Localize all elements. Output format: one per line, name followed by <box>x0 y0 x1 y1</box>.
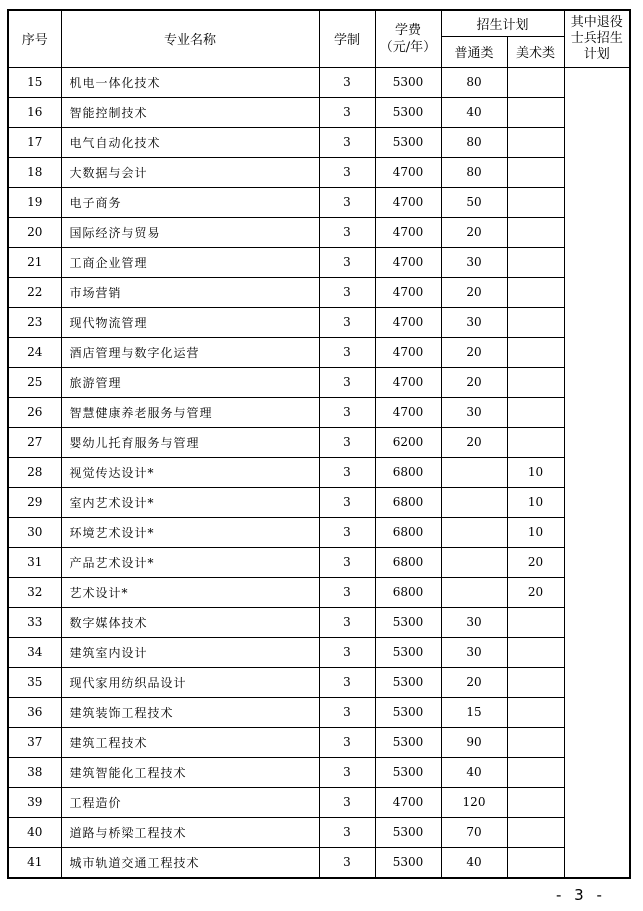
cell-major-name: 室内艺术设计* <box>61 487 319 517</box>
table-row <box>8 127 630 157</box>
cell-duration: 3 <box>319 607 375 637</box>
table-row <box>8 397 630 427</box>
cell-major-name: 国际经济与贸易 <box>61 217 319 247</box>
table-row <box>8 187 630 217</box>
cell-plan-art <box>507 847 564 878</box>
cell-duration: 3 <box>319 817 375 847</box>
cell-duration: 3 <box>319 157 375 187</box>
cell-tuition: 4700 <box>375 247 441 277</box>
cell-major-name: 艺术设计* <box>61 577 319 607</box>
cell-plan-general: 50 <box>441 187 507 217</box>
cell-seq: 19 <box>8 187 61 217</box>
cell-seq: 40 <box>8 817 61 847</box>
cell-plan-art <box>507 667 564 697</box>
cell-plan-art <box>507 67 564 97</box>
cell-tuition: 4700 <box>375 277 441 307</box>
cell-duration: 3 <box>319 337 375 367</box>
cell-plan-art <box>507 397 564 427</box>
cell-plan-general: 80 <box>441 67 507 97</box>
cell-plan-art <box>507 127 564 157</box>
cell-duration: 3 <box>319 757 375 787</box>
cell-seq: 22 <box>8 277 61 307</box>
cell-duration: 3 <box>319 247 375 277</box>
cell-seq: 29 <box>8 487 61 517</box>
cell-plan-art <box>507 727 564 757</box>
cell-duration: 3 <box>319 517 375 547</box>
header-plan-general: 普通类 <box>441 36 507 67</box>
cell-plan-general: 120 <box>441 787 507 817</box>
cell-tuition: 4700 <box>375 367 441 397</box>
header-veteran-line-1: 其中退役 <box>570 14 623 30</box>
cell-tuition: 4700 <box>375 187 441 217</box>
cell-plan-general: 90 <box>441 727 507 757</box>
cell-plan-art <box>507 787 564 817</box>
cell-plan-general <box>441 487 507 517</box>
cell-plan-general: 15 <box>441 697 507 727</box>
cell-plan-general: 20 <box>441 337 507 367</box>
cell-duration: 3 <box>319 637 375 667</box>
cell-plan-art <box>507 307 564 337</box>
cell-seq: 18 <box>8 157 61 187</box>
cell-seq: 27 <box>8 427 61 457</box>
cell-major-name: 产品艺术设计* <box>61 547 319 577</box>
cell-major-name: 智慧健康养老服务与管理 <box>61 397 319 427</box>
cell-major-name: 建筑装饰工程技术 <box>61 697 319 727</box>
cell-plan-art <box>507 187 564 217</box>
table-row <box>8 457 630 487</box>
cell-major-name: 建筑工程技术 <box>61 727 319 757</box>
table-row <box>8 367 630 397</box>
table-row <box>8 217 630 247</box>
cell-tuition: 4700 <box>375 217 441 247</box>
cell-duration: 3 <box>319 457 375 487</box>
cell-seq: 37 <box>8 727 61 757</box>
cell-plan-art <box>507 277 564 307</box>
cell-plan-art: 20 <box>507 547 564 577</box>
cell-seq: 26 <box>8 397 61 427</box>
cell-tuition: 5300 <box>375 817 441 847</box>
table-row <box>8 787 630 817</box>
cell-seq: 35 <box>8 667 61 697</box>
table-body <box>8 67 630 878</box>
cell-duration: 3 <box>319 97 375 127</box>
cell-duration: 3 <box>319 727 375 757</box>
header-plan-art: 美术类 <box>507 36 564 67</box>
table-row <box>8 697 630 727</box>
table-row <box>8 517 630 547</box>
cell-seq: 15 <box>8 67 61 97</box>
cell-plan-art <box>507 757 564 787</box>
cell-duration: 3 <box>319 217 375 247</box>
cell-plan-art <box>507 367 564 397</box>
cell-duration: 3 <box>319 547 375 577</box>
cell-major-name: 机电一体化技术 <box>61 67 319 97</box>
header-tuition-unit: （元/年） <box>379 39 437 55</box>
cell-plan-art <box>507 637 564 667</box>
cell-plan-general: 40 <box>441 847 507 878</box>
table-row <box>8 667 630 697</box>
cell-plan-general: 30 <box>441 307 507 337</box>
cell-tuition: 6800 <box>375 457 441 487</box>
cell-duration: 3 <box>319 847 375 878</box>
cell-duration: 3 <box>319 307 375 337</box>
cell-duration: 3 <box>319 187 375 217</box>
table-row <box>8 727 630 757</box>
cell-plan-general: 20 <box>441 277 507 307</box>
cell-major-name: 现代家用纺织品设计 <box>61 667 319 697</box>
cell-plan-general: 20 <box>441 427 507 457</box>
cell-plan-art <box>507 817 564 847</box>
cell-seq: 30 <box>8 517 61 547</box>
cell-seq: 31 <box>8 547 61 577</box>
cell-major-name: 婴幼儿托育服务与管理 <box>61 427 319 457</box>
cell-duration: 3 <box>319 577 375 607</box>
cell-major-name: 智能控制技术 <box>61 97 319 127</box>
cell-veteran-plan <box>564 67 630 878</box>
cell-major-name: 道路与桥梁工程技术 <box>61 817 319 847</box>
cell-major-name: 环境艺术设计* <box>61 517 319 547</box>
cell-major-name: 现代物流管理 <box>61 307 319 337</box>
cell-duration: 3 <box>319 787 375 817</box>
cell-seq: 28 <box>8 457 61 487</box>
table-row <box>8 307 630 337</box>
cell-tuition: 5300 <box>375 847 441 878</box>
cell-plan-art: 20 <box>507 577 564 607</box>
cell-seq: 23 <box>8 307 61 337</box>
cell-tuition: 4700 <box>375 337 441 367</box>
cell-tuition: 6800 <box>375 547 441 577</box>
cell-tuition: 6800 <box>375 577 441 607</box>
cell-plan-general: 20 <box>441 217 507 247</box>
cell-plan-general: 30 <box>441 607 507 637</box>
cell-duration: 3 <box>319 67 375 97</box>
cell-major-name: 酒店管理与数字化运营 <box>61 337 319 367</box>
cell-plan-general <box>441 547 507 577</box>
cell-tuition: 6800 <box>375 517 441 547</box>
cell-duration: 3 <box>319 667 375 697</box>
cell-tuition: 5300 <box>375 637 441 667</box>
cell-seq: 16 <box>8 97 61 127</box>
cell-tuition: 5300 <box>375 697 441 727</box>
table-row <box>8 847 630 878</box>
cell-seq: 39 <box>8 787 61 817</box>
cell-duration: 3 <box>319 427 375 457</box>
cell-plan-general: 30 <box>441 397 507 427</box>
page-number: - 3 - <box>556 886 606 904</box>
cell-plan-art <box>507 607 564 637</box>
cell-major-name: 电子商务 <box>61 187 319 217</box>
cell-duration: 3 <box>319 277 375 307</box>
cell-tuition: 5300 <box>375 757 441 787</box>
cell-seq: 34 <box>8 637 61 667</box>
cell-plan-general: 20 <box>441 667 507 697</box>
table-header <box>8 10 630 67</box>
cell-plan-general: 30 <box>441 637 507 667</box>
cell-seq: 25 <box>8 367 61 397</box>
cell-plan-art <box>507 97 564 127</box>
cell-seq: 36 <box>8 697 61 727</box>
header-veteran-plan <box>564 10 630 67</box>
cell-tuition: 5300 <box>375 97 441 127</box>
cell-seq: 41 <box>8 847 61 878</box>
cell-tuition: 4700 <box>375 157 441 187</box>
cell-tuition: 5300 <box>375 607 441 637</box>
enrollment-plan-table-container <box>7 9 629 879</box>
cell-major-name: 建筑智能化工程技术 <box>61 757 319 787</box>
table-row <box>8 637 630 667</box>
cell-plan-art <box>507 337 564 367</box>
cell-seq: 20 <box>8 217 61 247</box>
cell-plan-art <box>507 217 564 247</box>
cell-tuition: 5300 <box>375 127 441 157</box>
cell-tuition: 4700 <box>375 307 441 337</box>
cell-seq: 33 <box>8 607 61 637</box>
cell-plan-general: 20 <box>441 367 507 397</box>
table-row <box>8 607 630 637</box>
cell-major-name: 数字媒体技术 <box>61 607 319 637</box>
table-row <box>8 577 630 607</box>
table-row <box>8 547 630 577</box>
cell-major-name: 视觉传达设计* <box>61 457 319 487</box>
cell-major-name: 工商企业管理 <box>61 247 319 277</box>
table-row <box>8 97 630 127</box>
header-tuition <box>375 10 441 67</box>
cell-major-name: 电气自动化技术 <box>61 127 319 157</box>
table-row <box>8 67 630 97</box>
cell-seq: 38 <box>8 757 61 787</box>
cell-tuition: 5300 <box>375 727 441 757</box>
cell-major-name: 大数据与会计 <box>61 157 319 187</box>
table-row <box>8 757 630 787</box>
cell-plan-art: 10 <box>507 517 564 547</box>
cell-tuition: 4700 <box>375 787 441 817</box>
cell-duration: 3 <box>319 397 375 427</box>
cell-duration: 3 <box>319 367 375 397</box>
cell-plan-art <box>507 697 564 727</box>
cell-major-name: 市场营销 <box>61 277 319 307</box>
cell-plan-general <box>441 457 507 487</box>
cell-major-name: 旅游管理 <box>61 367 319 397</box>
cell-major-name: 工程造价 <box>61 787 319 817</box>
cell-plan-general: 80 <box>441 127 507 157</box>
cell-duration: 3 <box>319 127 375 157</box>
header-duration: 学制 <box>319 10 375 67</box>
cell-duration: 3 <box>319 697 375 727</box>
header-seq: 序号 <box>8 10 61 67</box>
cell-plan-general: 80 <box>441 157 507 187</box>
table-row <box>8 487 630 517</box>
header-enrollment-plan: 招生计划 <box>441 10 564 36</box>
table-row <box>8 247 630 277</box>
cell-tuition: 5300 <box>375 67 441 97</box>
header-veteran-line-2: 士兵招生 <box>570 30 623 46</box>
header-major-name: 专业名称 <box>61 10 319 67</box>
cell-plan-general: 30 <box>441 247 507 277</box>
cell-plan-art <box>507 157 564 187</box>
header-tuition-label: 学费 <box>394 22 421 38</box>
table-row <box>8 337 630 367</box>
cell-major-name: 城市轨道交通工程技术 <box>61 847 319 878</box>
table-row <box>8 817 630 847</box>
cell-plan-general: 40 <box>441 97 507 127</box>
table-row <box>8 157 630 187</box>
cell-plan-art <box>507 427 564 457</box>
cell-seq: 24 <box>8 337 61 367</box>
cell-plan-general <box>441 577 507 607</box>
cell-tuition: 5300 <box>375 667 441 697</box>
cell-seq: 32 <box>8 577 61 607</box>
enrollment-plan-table <box>7 9 631 879</box>
cell-plan-general: 40 <box>441 757 507 787</box>
cell-major-name: 建筑室内设计 <box>61 637 319 667</box>
table-row <box>8 277 630 307</box>
cell-plan-art: 10 <box>507 457 564 487</box>
table-row <box>8 427 630 457</box>
cell-seq: 17 <box>8 127 61 157</box>
header-veteran-line-3: 计划 <box>583 46 610 62</box>
cell-tuition: 4700 <box>375 397 441 427</box>
cell-plan-general <box>441 517 507 547</box>
cell-plan-art <box>507 247 564 277</box>
cell-plan-art: 10 <box>507 487 564 517</box>
cell-seq: 21 <box>8 247 61 277</box>
cell-duration: 3 <box>319 487 375 517</box>
cell-tuition: 6200 <box>375 427 441 457</box>
cell-tuition: 6800 <box>375 487 441 517</box>
cell-plan-general: 70 <box>441 817 507 847</box>
